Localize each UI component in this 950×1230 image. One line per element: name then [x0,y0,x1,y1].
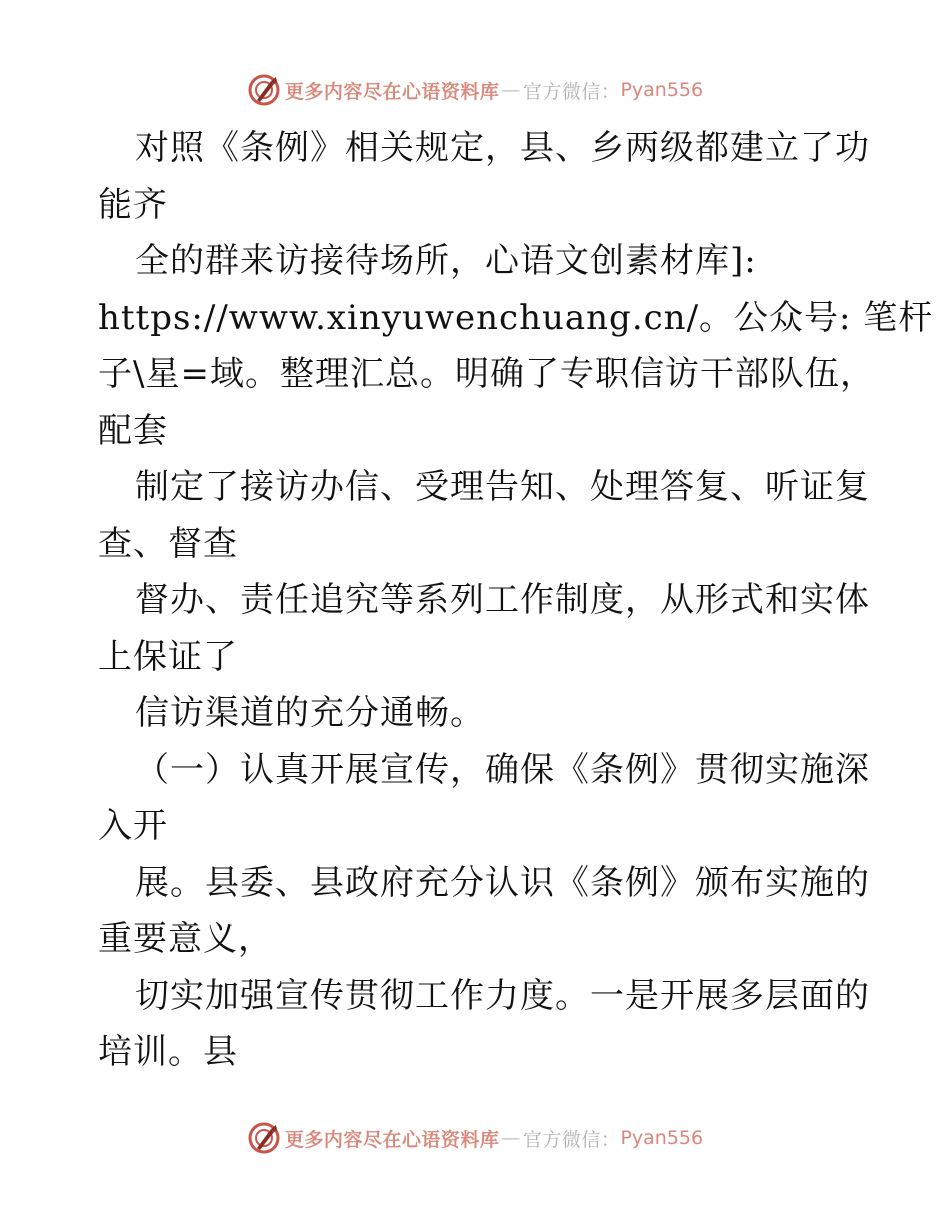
text-line: 制定了接访办信、受理告知、处理答复、听证复 [135,467,870,507]
watermark-wechat-id: Pyan556 [620,1127,704,1149]
text-line: 全的群来访接待场所，心语文创素材库]: [135,241,757,281]
text-line: 查、督查 [98,523,238,564]
red-seal-logo-icon [247,1121,281,1155]
text-line: （一）认真开展宣传，确保《条例》贯彻实施深 [135,749,870,790]
text-line: 切实加强宣传贯彻工作力度。一是开展多层面的 [135,975,870,1016]
header-watermark [0,70,950,110]
text-line: 对照《条例》相关规定，县、乡两级都建立了功 [135,128,870,168]
footer-watermark [0,1118,950,1158]
red-seal-logo-icon [247,73,281,107]
document-body [98,120,934,1081]
text-line: 展。县委、县政府充分认识《条例》颁布实施的 [135,862,870,903]
watermark-wechat-label: 官方微信： [522,80,621,103]
watermark-wechat-label: 官方微信： [522,1128,621,1151]
text-line: 配套 [98,410,168,451]
text-line: 入开 [98,806,168,846]
watermark-main-text: 更多内容尽在心语资料库 [284,80,500,103]
text-line: 子\星=域。整理汇总。明确了专职信访干部队伍， [98,354,875,394]
text-line: 能齐 [98,184,168,225]
watermark-wechat-id: Pyan556 [620,79,704,101]
watermark-dash: — [501,1127,521,1149]
text-line: 上保证了 [98,636,238,677]
text-line: https://www.xinyuwenchuang.cn/。公众号: 笔杆 [98,297,934,338]
watermark-main-text: 更多内容尽在心语资料库 [284,1128,500,1151]
text-line: 督办、责任追究等系列工作制度，从形式和实体 [135,580,870,620]
text-line: 信访渠道的充分通畅。 [135,693,485,733]
text-line: 培训。县 [98,1032,238,1072]
watermark-dash: — [501,79,521,101]
text-line: 重要意义， [98,919,273,959]
